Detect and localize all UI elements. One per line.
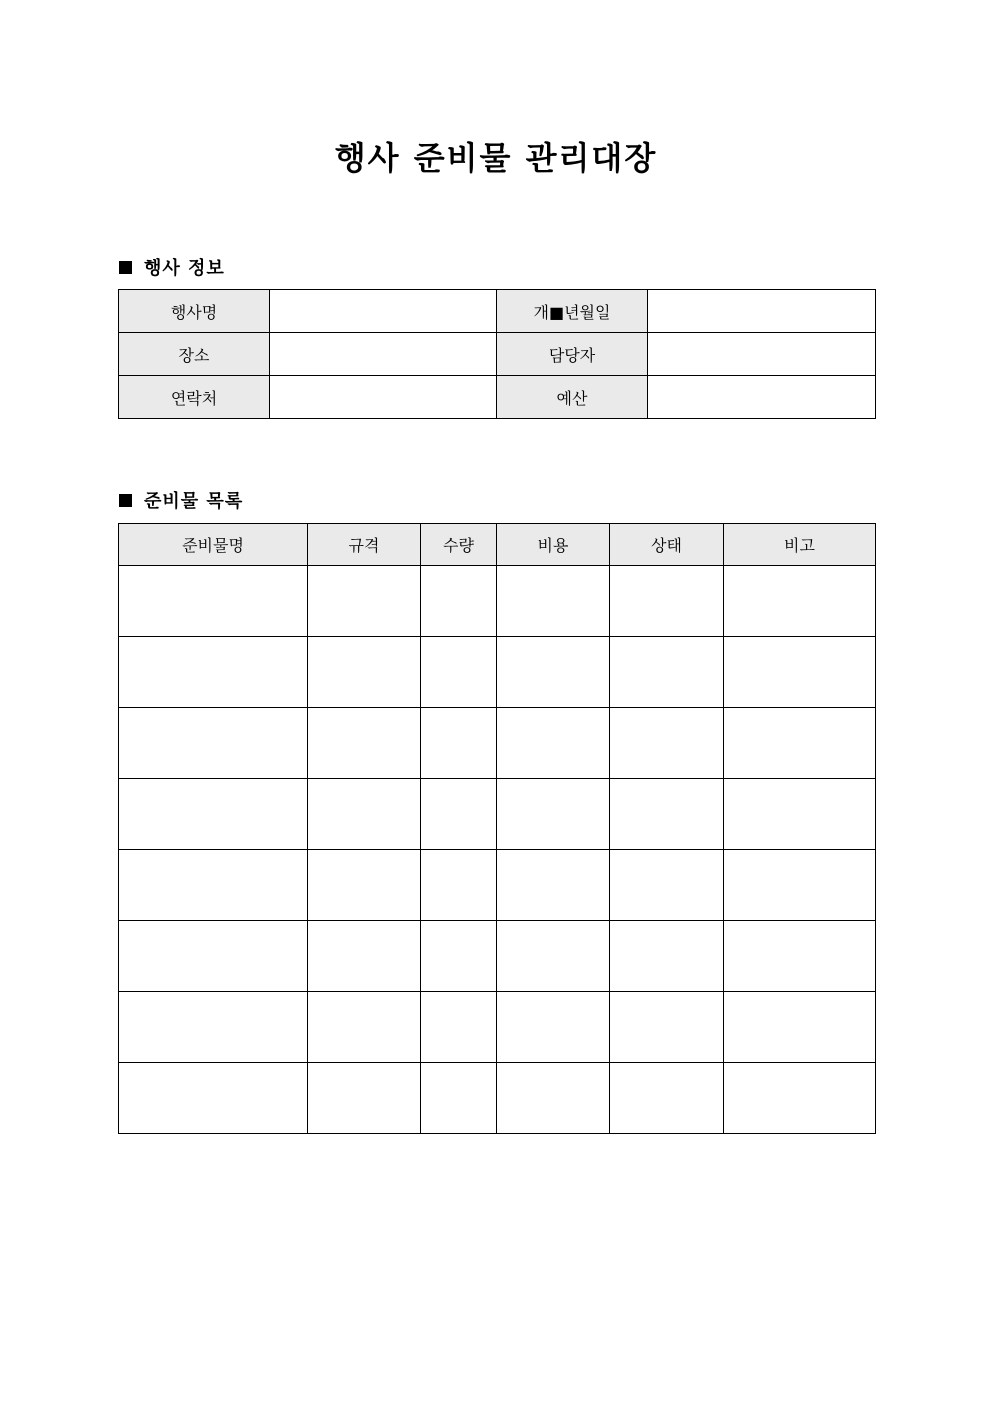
venue-field[interactable] [270, 333, 497, 376]
cost-cell[interactable] [497, 637, 610, 708]
quantity-cell[interactable] [421, 921, 497, 992]
cost-cell[interactable] [497, 921, 610, 992]
quantity-cell[interactable] [421, 708, 497, 779]
venue-label: 장소 [119, 333, 270, 376]
table-row [119, 708, 876, 779]
event-date-field[interactable] [648, 290, 876, 333]
status-cell[interactable] [610, 1063, 724, 1134]
table-row [119, 1063, 876, 1134]
event-info-row [119, 333, 876, 376]
square-bullet-icon [119, 261, 132, 274]
status-cell[interactable] [610, 992, 724, 1063]
table-row [119, 637, 876, 708]
spec-cell[interactable] [308, 779, 421, 850]
note-cell[interactable] [724, 566, 876, 637]
note-cell[interactable] [724, 637, 876, 708]
cost-cell[interactable] [497, 1063, 610, 1134]
item-name-cell[interactable] [119, 708, 308, 779]
column-header-item-name: 준비물명 [119, 524, 308, 566]
budget-field[interactable] [648, 376, 876, 419]
cost-cell[interactable] [497, 992, 610, 1063]
status-cell[interactable] [610, 637, 724, 708]
cost-cell[interactable] [497, 850, 610, 921]
square-bullet-icon [119, 494, 132, 507]
column-header-cost: 비용 [497, 524, 610, 566]
item-name-cell[interactable] [119, 779, 308, 850]
column-header-spec: 규격 [308, 524, 421, 566]
cost-cell[interactable] [497, 708, 610, 779]
event-info-heading-label: 행사 정보 [144, 258, 225, 279]
note-cell[interactable] [724, 708, 876, 779]
table-row [119, 779, 876, 850]
items-header-row [119, 524, 876, 566]
spec-cell[interactable] [308, 708, 421, 779]
event-name-label: 행사명 [119, 290, 270, 333]
column-header-status: 상태 [610, 524, 724, 566]
item-name-cell[interactable] [119, 1063, 308, 1134]
table-row [119, 921, 876, 992]
spec-cell[interactable] [308, 566, 421, 637]
items-table [118, 523, 876, 1134]
note-cell[interactable] [724, 1063, 876, 1134]
quantity-cell[interactable] [421, 779, 497, 850]
document-title: 행사 준비물 관리대장 [334, 139, 658, 177]
spec-cell[interactable] [308, 850, 421, 921]
spec-cell[interactable] [308, 637, 421, 708]
items-heading-label: 준비물 목록 [144, 491, 244, 512]
item-name-cell[interactable] [119, 921, 308, 992]
event-name-field[interactable] [270, 290, 497, 333]
contact-field[interactable] [270, 376, 497, 419]
note-cell[interactable] [724, 992, 876, 1063]
status-cell[interactable] [610, 921, 724, 992]
table-row [119, 850, 876, 921]
spec-cell[interactable] [308, 1063, 421, 1134]
event-info-table [118, 289, 876, 419]
status-cell[interactable] [610, 708, 724, 779]
spec-cell[interactable] [308, 992, 421, 1063]
contact-label: 연락처 [119, 376, 270, 419]
item-name-cell[interactable] [119, 850, 308, 921]
item-name-cell[interactable] [119, 992, 308, 1063]
manager-label: 담당자 [497, 333, 648, 376]
quantity-cell[interactable] [421, 637, 497, 708]
note-cell[interactable] [724, 850, 876, 921]
event-info-row [119, 290, 876, 333]
column-header-note: 비고 [724, 524, 876, 566]
cost-cell[interactable] [497, 566, 610, 637]
status-cell[interactable] [610, 850, 724, 921]
item-name-cell[interactable] [119, 637, 308, 708]
cost-cell[interactable] [497, 779, 610, 850]
items-heading [119, 487, 243, 513]
event-info-row [119, 376, 876, 419]
column-header-quantity: 수량 [421, 524, 497, 566]
table-row [119, 566, 876, 637]
table-row [119, 992, 876, 1063]
event-date-label: 개■년월일 [497, 290, 648, 333]
budget-label: 예산 [497, 376, 648, 419]
item-name-cell[interactable] [119, 566, 308, 637]
quantity-cell[interactable] [421, 566, 497, 637]
quantity-cell[interactable] [421, 850, 497, 921]
quantity-cell[interactable] [421, 992, 497, 1063]
note-cell[interactable] [724, 779, 876, 850]
quantity-cell[interactable] [421, 1063, 497, 1134]
manager-field[interactable] [648, 333, 876, 376]
spec-cell[interactable] [308, 921, 421, 992]
note-cell[interactable] [724, 921, 876, 992]
status-cell[interactable] [610, 566, 724, 637]
event-info-heading [119, 254, 225, 280]
status-cell[interactable] [610, 779, 724, 850]
